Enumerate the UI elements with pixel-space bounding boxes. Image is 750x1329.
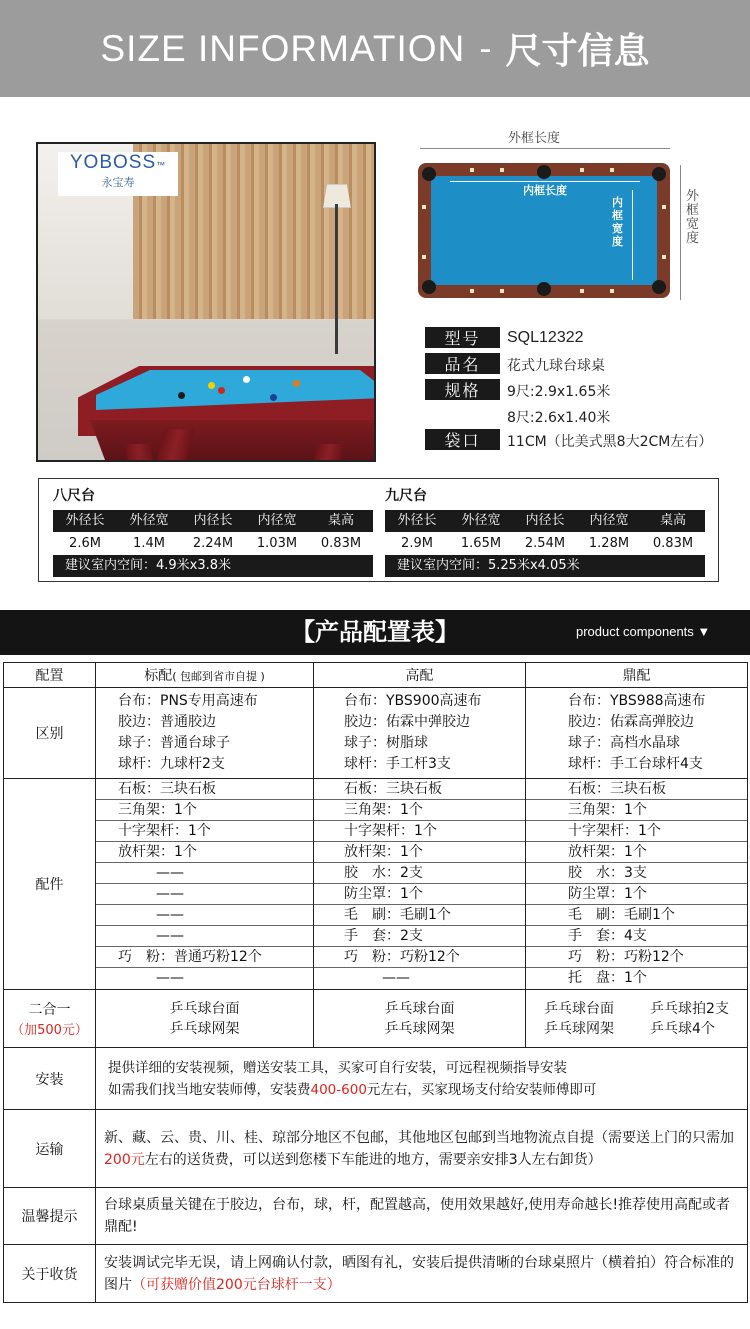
list-item: 托 盘：1个 [568, 970, 647, 986]
head-standard-note: ( 包邮到省市自提 ) [172, 670, 265, 683]
pool-ball [293, 380, 300, 387]
pocket-icon [652, 167, 666, 181]
list-item: —— [156, 970, 184, 986]
combo-top-col-a [544, 999, 614, 1039]
receipt-text [96, 1245, 748, 1303]
head-top: 鼎配 [526, 663, 748, 688]
head-config: 配置 [4, 663, 96, 688]
nine-foot-values [385, 533, 705, 555]
config-tip-row [4, 1188, 748, 1245]
spec-size-9ft: 9尺:2.9x1.65米 [507, 384, 611, 400]
outer-width-line [680, 165, 681, 300]
list-item: 十字架杆：1个 [96, 821, 313, 842]
pool-ball [208, 382, 215, 389]
list-item: 乒乓球4个 [650, 1020, 715, 1037]
outer-length-line [420, 148, 670, 149]
receipt-label: 关于收货 [4, 1245, 96, 1303]
acc-top [526, 779, 748, 990]
size-cell: 0.83M [320, 536, 362, 551]
eight-foot-room-note: 建议室内空间：4.9米x3.8米 [53, 555, 373, 577]
list-item: 球杆：手工台球杆4支 [568, 756, 703, 772]
head-standard-label: 标配 [144, 668, 173, 684]
rail-diamond [662, 255, 666, 259]
list-item: 乒乓球网架 [169, 1020, 240, 1037]
acc-standard [96, 779, 314, 990]
config-combo-row [4, 990, 748, 1048]
spec-size-8ft: 8尺:2.6x1.40米 [507, 410, 611, 426]
list-item: 石板：三块石板 [314, 779, 525, 800]
header-title-en: SIZE INFORMATION [100, 27, 466, 69]
pool-ball [178, 392, 185, 399]
eight-foot-title: 八尺台 [53, 488, 95, 504]
size-cell: 1.4M [133, 536, 165, 551]
col-inner-length: 内径长 [525, 513, 565, 528]
list-item: 胶边：佑霖中弹胶边 [344, 714, 470, 730]
list-item: 球子：树脂球 [344, 735, 428, 751]
logo-cn: 永宝寿 [101, 176, 135, 189]
list-item: 放杆架：1个 [96, 842, 313, 863]
list-item: 台布：YBS900高速布 [344, 693, 482, 709]
list-item: 石板：三块石板 [526, 779, 747, 800]
rail-diamond [470, 168, 474, 172]
tip-label: 温馨提示 [4, 1188, 96, 1245]
header-dash: - [479, 28, 492, 69]
rail-diamond [580, 168, 584, 172]
nine-foot-room-note: 建议室内空间：5.25米x4.05米 [385, 555, 705, 577]
head-standard [96, 663, 314, 688]
ship-label: 运输 [4, 1110, 96, 1188]
size-cell: 1.03M [256, 536, 298, 551]
size-cell: 1.28M [588, 536, 630, 551]
list-item: 毛 刷：毛刷1个 [314, 905, 525, 926]
install-line-2b: 元左右，买家现场支付给安装师傅即可 [366, 1081, 597, 1098]
pocket-icon [537, 165, 551, 179]
config-install-row [4, 1048, 748, 1110]
col-outer-width: 外径宽 [129, 513, 169, 528]
list-item: 三角架：1个 [314, 800, 525, 821]
pool-ball [243, 376, 250, 383]
config-acc-row [4, 779, 748, 990]
install-text [96, 1048, 748, 1110]
install-line-2a: 如需我们找当地安装师傅，安装费 [108, 1081, 311, 1098]
spec-model-value: SQL12322 [507, 329, 584, 346]
list-item: 巧 粉：巧粉12个 [526, 947, 747, 968]
config-banner-en: product components ▼ [576, 624, 711, 639]
receipt-gift: （可获赠价值200元台球杆一支） [132, 1276, 341, 1293]
list-item: 手 套：2支 [314, 926, 525, 947]
list-item: 球杆：九球杆2支 [118, 756, 225, 772]
list-item: 胶 水：2支 [314, 863, 525, 884]
spec-size-tag: 规格 [425, 379, 500, 400]
list-item: —— [96, 926, 313, 947]
ship-text [96, 1110, 748, 1188]
list-item: 球杆：手工杆3支 [344, 756, 451, 772]
rail-diamond [470, 289, 474, 293]
pocket-icon [422, 167, 436, 181]
col-inner-width: 内径宽 [257, 513, 297, 528]
list-item: —— [96, 905, 313, 926]
config-banner-title: 【产品配置表】 [291, 618, 459, 646]
config-diff-row [4, 688, 748, 779]
page-header [0, 0, 750, 97]
list-item: 乒乓球台面 [384, 1000, 455, 1017]
diff-top [526, 688, 748, 779]
combo-price-note: （加500元） [11, 1023, 88, 1038]
receipt-text-a: 安装调试完毕无误，请上网确认付款，晒图有礼，安装后提供清晰的台球桌照片（横着拍）符合标准的图片 [104, 1254, 734, 1293]
config-ship-row [4, 1110, 748, 1188]
product-photo [36, 142, 376, 462]
list-item: 手 套：4支 [526, 926, 747, 947]
inner-length-label: 内框长度 [523, 184, 567, 197]
list-item: —— [96, 863, 313, 884]
acc-high [314, 779, 526, 990]
rail-diamond [580, 289, 584, 293]
list-item: —— [96, 884, 313, 905]
rail-diamond [500, 289, 504, 293]
col-outer-length: 外径长 [397, 513, 437, 528]
size-cell: 2.6M [69, 536, 101, 551]
header-title-cn: 尺寸信息 [505, 31, 650, 72]
config-head-row [4, 663, 748, 688]
acc-label: 配件 [4, 779, 96, 990]
size-table [38, 478, 719, 582]
size-cell: 0.83M [652, 536, 694, 551]
ship-text-b: 左右的送货费，可以送到您楼下车能进的地方，需要亲安排3人左右卸货） [144, 1151, 602, 1168]
list-item: 巧 粉：普通巧粉12个 [96, 947, 313, 968]
pocket-icon [422, 280, 436, 294]
outer-length-label: 外框长度 [508, 131, 561, 146]
config-receipt-row [4, 1245, 748, 1303]
spec-model-tag: 型号 [425, 327, 500, 348]
list-item: 乒乓球台面 [544, 1000, 615, 1017]
pool-ball [270, 394, 277, 401]
list-item: 球子：高档水晶球 [568, 735, 680, 751]
head-high: 高配 [314, 663, 526, 688]
nine-foot-title: 九尺台 [385, 488, 427, 504]
col-inner-length: 内径长 [193, 513, 233, 528]
install-label: 安装 [4, 1048, 96, 1110]
brand-logo [58, 152, 178, 196]
pocket-icon [652, 280, 666, 294]
size-cell: 2.9M [401, 536, 433, 551]
eight-foot-values [53, 533, 373, 555]
logo-text: YOBOSS [69, 152, 157, 173]
logo-tm: ™ [156, 160, 167, 170]
size-cell: 2.24M [192, 536, 234, 551]
spec-name-value: 花式九球台球桌 [507, 358, 605, 374]
nine-foot-header [385, 510, 705, 532]
rail-diamond [422, 205, 426, 209]
col-inner-width: 内径宽 [589, 513, 629, 528]
rail-diamond [422, 255, 426, 259]
list-item: 球子：普通台球子 [118, 735, 230, 751]
outer-width-label: 外框宽度 [686, 189, 700, 246]
rail-diamond [500, 168, 504, 172]
combo-top-col-b [650, 999, 729, 1039]
list-item: 三角架：1个 [526, 800, 747, 821]
list-item: 三角架：1个 [96, 800, 313, 821]
list-item: 防尘罩：1个 [314, 884, 525, 905]
col-height: 桌高 [327, 513, 354, 528]
list-item: 巧 粉：巧粉12个 [314, 947, 525, 968]
list-item: 乒乓球拍2支 [650, 1000, 729, 1017]
list-item: 放杆架：1个 [526, 842, 747, 863]
col-outer-width: 外径宽 [461, 513, 501, 528]
list-item: 石板：三块石板 [96, 779, 313, 800]
combo-top [526, 990, 748, 1048]
eight-foot-header [53, 510, 373, 532]
pocket-icon [537, 282, 551, 296]
col-outer-length: 外径长 [65, 513, 105, 528]
diff-label: 区别 [4, 688, 96, 779]
config-table [3, 662, 748, 1303]
list-item: 乒乓球网架 [544, 1020, 615, 1037]
spec-name-tag: 品名 [425, 353, 500, 374]
tip-text: 台球桌质量关键在于胶边，台布，球，杆，配置越高，使用效果越好,使用寿命越长!推荐使用高配或者鼎配! [96, 1188, 748, 1245]
pool-ball [218, 387, 225, 394]
combo-label-cell [4, 990, 96, 1048]
rail-diamond [662, 205, 666, 209]
ship-text-a: 新、藏、云、贵、川、桂、琼部分地区不包邮，其他地区包邮到当地物流点自提（需要送上门的只需加 [104, 1129, 734, 1146]
diff-standard [96, 688, 314, 779]
spec-pocket-tag: 袋口 [425, 429, 500, 450]
list-item: 乒乓球网架 [384, 1020, 455, 1037]
ship-fee: 200元 [104, 1151, 145, 1168]
list-item: 放杆架：1个 [314, 842, 525, 863]
list-item: 防尘罩：1个 [526, 884, 747, 905]
rail-diamond [610, 168, 614, 172]
list-item: 胶边：佑霖高弹胶边 [568, 714, 694, 730]
combo-label: 二合一 [28, 1002, 71, 1018]
list-item: 十字架杆：1个 [526, 821, 747, 842]
inner-width-label: 内框宽度 [612, 196, 623, 248]
list-item: 十字架杆：1个 [314, 821, 525, 842]
rail-diamond [610, 289, 614, 293]
install-fee: 400-600 [310, 1081, 367, 1098]
spec-pocket-value: 11CM（比美式黑8大2CM左右） [507, 434, 713, 450]
col-height: 桌高 [659, 513, 686, 528]
list-item: —— [382, 970, 410, 986]
combo-standard [96, 990, 314, 1048]
size-cell: 2.54M [524, 536, 566, 551]
lamp-stand [335, 204, 338, 354]
combo-high [314, 990, 526, 1048]
list-item: 乒乓球台面 [169, 1000, 240, 1017]
list-item: 胶 水：3支 [526, 863, 747, 884]
size-cell: 1.65M [460, 536, 502, 551]
list-item: 台布：PNS专用高速布 [118, 693, 258, 709]
list-item: 毛 刷：毛刷1个 [526, 905, 747, 926]
list-item: 台布：YBS988高速布 [568, 693, 706, 709]
diff-high [314, 688, 526, 779]
list-item: 胶边：普通胶边 [118, 714, 216, 730]
install-line-1: 提供详细的安装视频，赠送安装工具，买家可自行安装，可远程视频指导安装 [108, 1059, 567, 1076]
inner-width-line [632, 190, 633, 280]
